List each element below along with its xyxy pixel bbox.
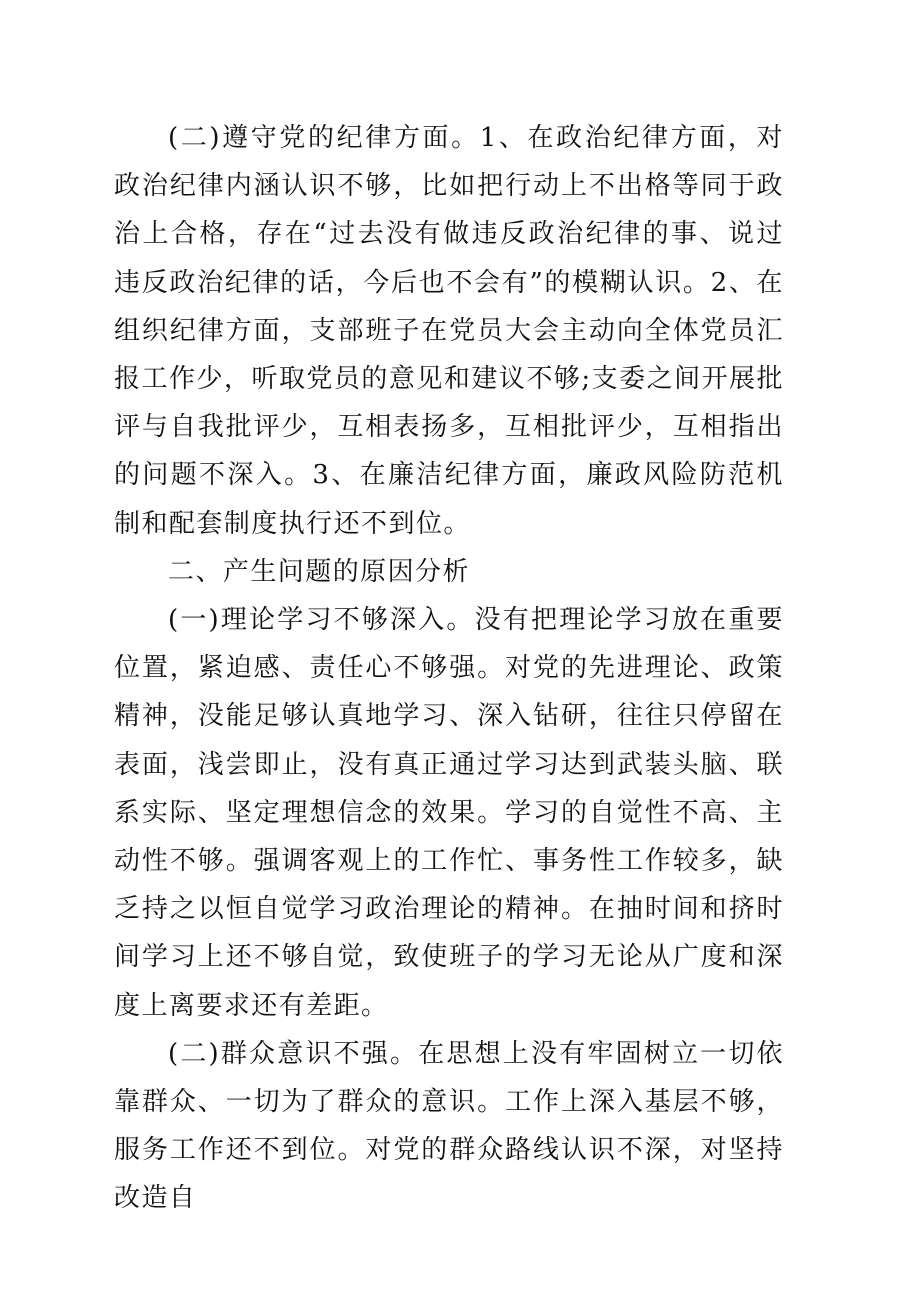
document-body <box>114 114 784 1223</box>
paragraph-mass-awareness: (二)群众意识不强。在思想上没有牢固树立一切依靠群众、一切为了群众的意识。工作上深入基层不够，服务工作还不到位。对党的群众路线认识不深，对坚持改造自 <box>114 1038 784 1214</box>
paragraph-discipline: (二)遵守党的纪律方面。1、在政治纪律方面，对政治纪律内涵认识不够，比如把行动上不出格等同于政治上合格，存在“过去没有做违反政治纪律的事、说过违反政治纪律的话，今后也不会有”的模糊认识。2、在组织纪律方面，支部班子在党员大会主动向全体党员汇报工作少，听取党员的意见和建议不够;支委之间开展批评与自我批评少，互相表扬多，互相批评少，互相指出的问题不深入。3、在廉洁纪律方面，廉政风险防范机制和配套制度执行还不到位。 <box>114 123 784 539</box>
section-heading-cause-analysis: 二、产生问题的原因分析 <box>168 556 470 587</box>
paragraph-theory-study: (一)理论学习不够深入。没有把理论学习放在重要位置，紧迫感、责任心不够强。对党的先进理论、政策精神，没能足够认真地学习、深入钻研，往往只停留在表面，浅尝即止，没有真正通过学习达到武装头脑、联系实际、坚定理想信念的效果。学习的自觉性不高、主动性不够。强调客观上的工作忙、事务性工作较多，缺乏持之以恒自觉学习政治理论的精神。在抽时间和挤时间学习上还不够自觉，致使班子的学习无论从广度和深度上离要求还有差距。 <box>114 605 784 1021</box>
